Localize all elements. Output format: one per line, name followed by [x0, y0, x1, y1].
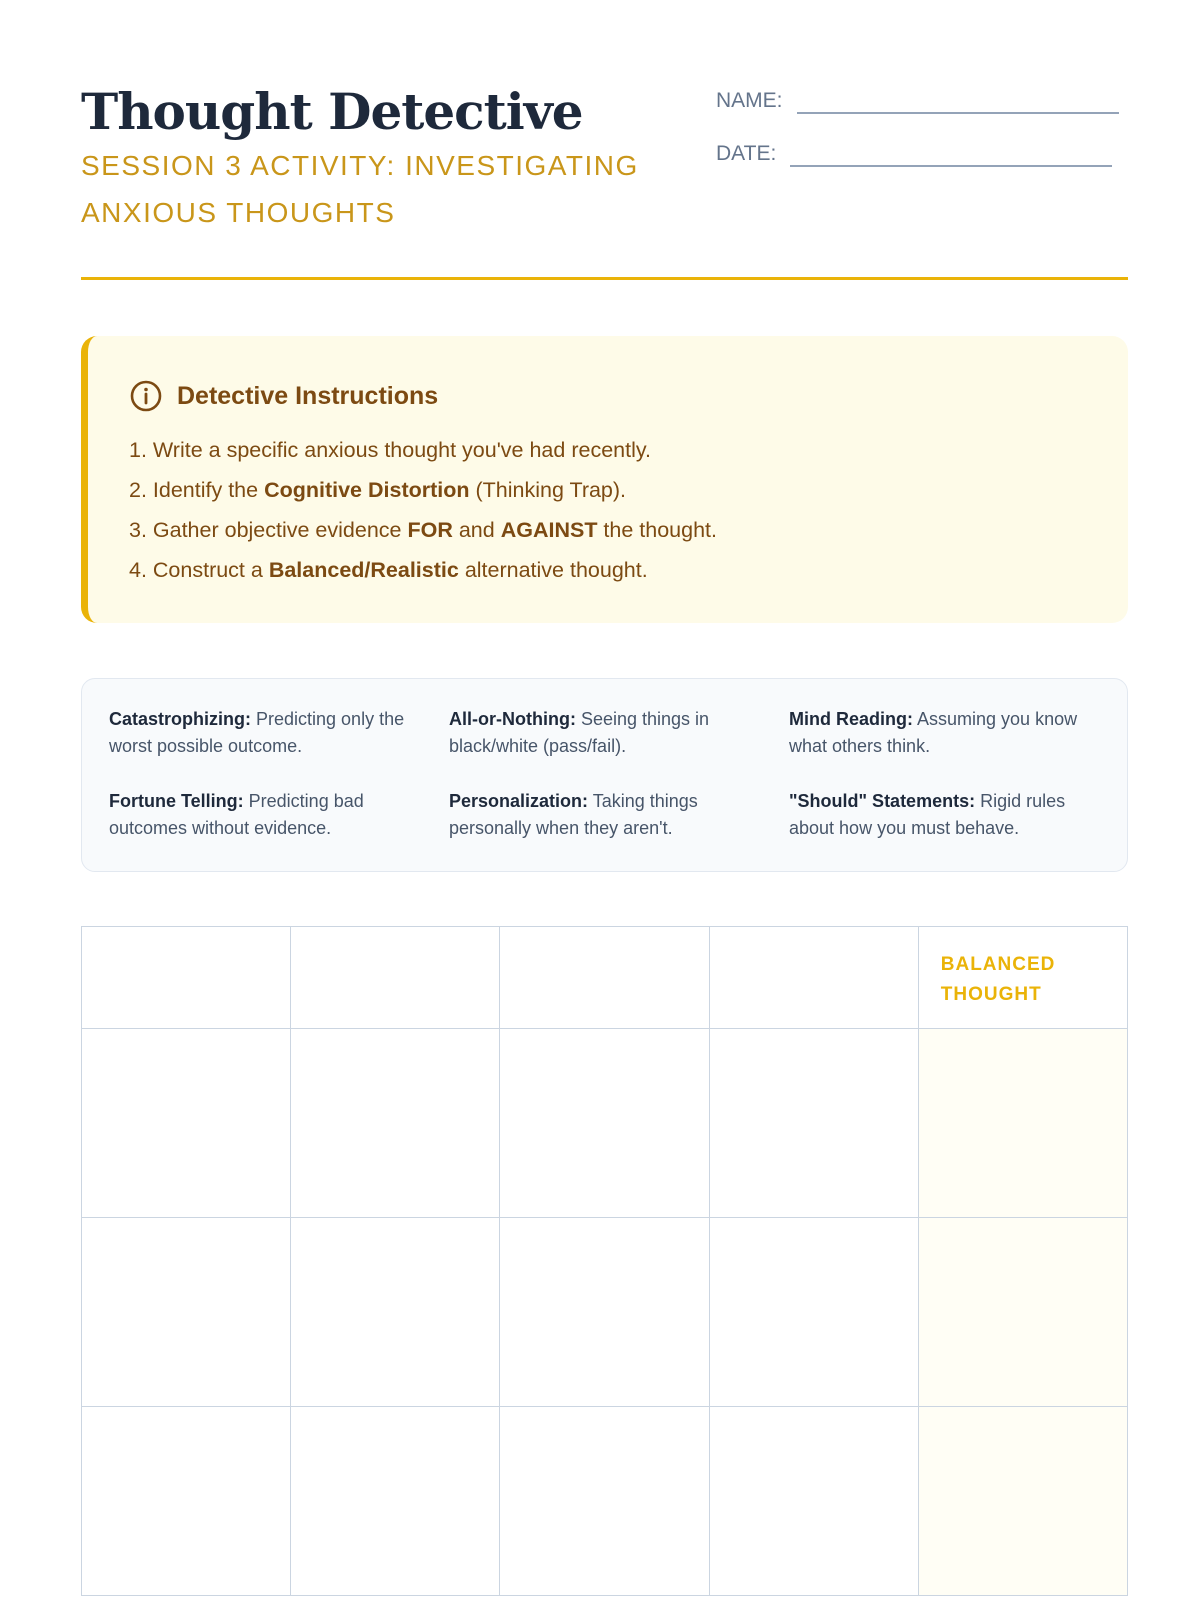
table-cell[interactable]: [709, 1218, 918, 1407]
glossary-item-fortune-telling: Fortune Telling: Predicting bad outcomes without evidence.: [109, 791, 364, 838]
table-cell[interactable]: [291, 1029, 500, 1218]
instruction-step: 4. Construct a Balanced/Realistic alternative thought.: [129, 558, 648, 582]
date-line[interactable]: [790, 143, 1112, 167]
table-cell[interactable]: [500, 1407, 709, 1596]
table-row: [82, 1029, 1128, 1218]
thought-record-table: [81, 926, 1128, 1596]
name-line[interactable]: [797, 90, 1119, 114]
instructions-box: [81, 336, 1128, 623]
instruction-step: 1. Write a specific anxious thought you've had recently.: [129, 438, 651, 462]
date-label: DATE:: [716, 142, 777, 165]
info-icon: [129, 379, 163, 413]
name-field[interactable]: [716, 88, 1119, 114]
table-row: [82, 1407, 1128, 1596]
glossary-item-catastrophizing: Catastrophizing: Predicting only the worst possible outcome.: [109, 709, 405, 756]
table-cell[interactable]: [82, 1029, 291, 1218]
column-header-balanced-thought: BALANCED THOUGHT: [918, 927, 1127, 1029]
worksheet-page: [81, 0, 1128, 1600]
table-cell-balanced-thought[interactable]: [918, 1407, 1127, 1596]
name-label: NAME:: [716, 89, 783, 112]
glossary-item-personalization: Personalization: Taking things personally when they aren't.: [449, 791, 698, 838]
column-header: [500, 927, 709, 1029]
instructions-list: [129, 430, 717, 590]
page-subtitle: SESSION 3 ACTIVITY: INVESTIGATING ANXIOUS THOUGHTS: [81, 150, 639, 228]
table-cell[interactable]: [291, 1218, 500, 1407]
table-cell-balanced-thought[interactable]: [918, 1029, 1127, 1218]
table-row: [82, 1218, 1128, 1407]
instructions-header: [129, 379, 438, 413]
distortions-glossary: [81, 678, 1128, 872]
table-cell[interactable]: [500, 1218, 709, 1407]
glossary-item-should-statements: "Should" Statements: Rigid rules about how you must behave.: [789, 791, 1066, 838]
table-cell[interactable]: [709, 1029, 918, 1218]
instructions-title: Detective Instructions: [177, 381, 439, 410]
glossary-item-all-or-nothing: All-or-Nothing: Seeing things in black/white (pass/fail).: [449, 709, 710, 756]
table-cell[interactable]: [709, 1407, 918, 1596]
table-header-row: [82, 927, 1128, 1029]
date-field[interactable]: [716, 141, 1112, 167]
header-divider: [81, 277, 1128, 280]
table-cell[interactable]: [291, 1407, 500, 1596]
column-header: [709, 927, 918, 1029]
table-cell[interactable]: [500, 1029, 709, 1218]
column-header: [291, 927, 500, 1029]
table-cell[interactable]: [82, 1407, 291, 1596]
page-title: Thought Detective: [81, 82, 583, 141]
column-header: [82, 927, 291, 1029]
table-cell[interactable]: [82, 1218, 291, 1407]
glossary-item-mind-reading: Mind Reading: Assuming you know what others think.: [789, 709, 1078, 756]
instruction-step: 2. Identify the Cognitive Distortion (Thinking Trap).: [129, 478, 627, 502]
instruction-step: 3. Gather objective evidence FOR and AGAINST the thought.: [129, 518, 717, 542]
table-cell-balanced-thought[interactable]: [918, 1218, 1127, 1407]
